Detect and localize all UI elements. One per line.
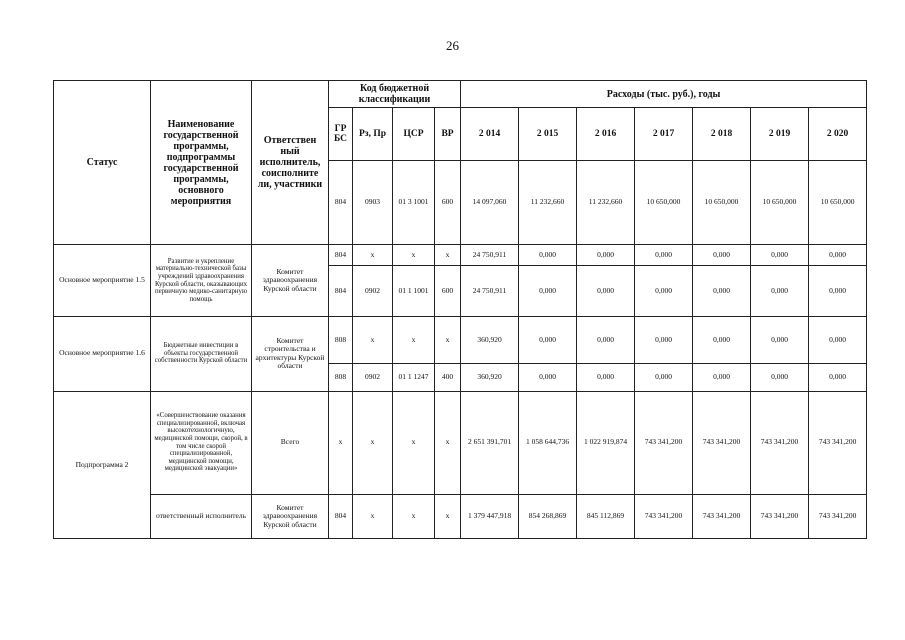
header-year-2018: 2 018 — [693, 108, 751, 161]
csr-cell: х — [393, 245, 435, 266]
rzpr-cell: 0902 — [353, 364, 393, 391]
value-cell: 0,000 — [693, 266, 751, 317]
value-cell: 0,000 — [751, 266, 809, 317]
vr-cell: х — [435, 316, 461, 363]
value-cell: 0,000 — [635, 266, 693, 317]
grbs-cell: 804 — [329, 266, 353, 317]
value-cell: 0,000 — [519, 316, 577, 363]
table-row — [54, 316, 867, 363]
value-cell: 10 650,000 — [809, 161, 867, 245]
vr-cell: 600 — [435, 161, 461, 245]
status-cell: Основное мероприятие 1.6 — [54, 316, 151, 391]
header-year-2014: 2 014 — [461, 108, 519, 161]
value-cell: 1 058 644,736 — [519, 391, 577, 494]
value-cell: 743 341,200 — [809, 391, 867, 494]
vr-cell: 400 — [435, 364, 461, 391]
header-grbs: ГР БС — [329, 108, 353, 161]
value-cell: 743 341,200 — [809, 494, 867, 538]
rzpr-cell: 0903 — [353, 161, 393, 245]
value-cell: 0,000 — [751, 245, 809, 266]
value-cell: 24 750,911 — [461, 266, 519, 317]
header-status: Статус — [54, 81, 151, 245]
csr-cell: 01 1 1001 — [393, 266, 435, 317]
grbs-cell: х — [329, 391, 353, 494]
vr-cell: х — [435, 245, 461, 266]
rzpr-cell: х — [353, 245, 393, 266]
value-cell: 0,000 — [577, 266, 635, 317]
value-cell: 360,920 — [461, 364, 519, 391]
value-cell: 360,920 — [461, 316, 519, 363]
value-cell: 0,000 — [577, 364, 635, 391]
header-year-2016: 2 016 — [577, 108, 635, 161]
grbs-cell: 804 — [329, 161, 353, 245]
value-cell: 743 341,200 — [751, 494, 809, 538]
header-rzpr: Рз, Пр — [353, 108, 393, 161]
grbs-cell: 808 — [329, 316, 353, 363]
header-responsible: Ответствен ный исполнитель, соисполните ли, участники — [252, 81, 329, 245]
rzpr-cell: х — [353, 494, 393, 538]
header-row-1 — [54, 81, 867, 108]
csr-cell: 01 3 1001 — [393, 161, 435, 245]
name-cell: ответственный исполнитель — [151, 494, 252, 538]
value-cell: 0,000 — [577, 245, 635, 266]
value-cell: 11 232,660 — [519, 161, 577, 245]
value-cell: 743 341,200 — [751, 391, 809, 494]
page-number: 26 — [446, 38, 459, 53]
table-row — [54, 245, 867, 266]
header-name: Наименование государственной программы, подпрограммы государственной программы, основного мероприятия — [151, 81, 252, 245]
grbs-cell: 808 — [329, 364, 353, 391]
csr-cell: 01 1 1247 — [393, 364, 435, 391]
header-year-2017: 2 017 — [635, 108, 693, 161]
value-cell: 2 651 391,701 — [461, 391, 519, 494]
value-cell: 24 750,911 — [461, 245, 519, 266]
value-cell: 0,000 — [693, 364, 751, 391]
value-cell: 0,000 — [519, 364, 577, 391]
vr-cell: 600 — [435, 266, 461, 317]
responsible-cell: Комитет здравоохранения Курской области — [252, 494, 329, 538]
header-year-2020: 2 020 — [809, 108, 867, 161]
value-cell: 0,000 — [693, 245, 751, 266]
responsible-cell: Всего — [252, 391, 329, 494]
header-year-2019: 2 019 — [751, 108, 809, 161]
value-cell: 10 650,000 — [635, 161, 693, 245]
csr-cell: х — [393, 494, 435, 538]
value-cell: 0,000 — [809, 245, 867, 266]
rzpr-cell: 0902 — [353, 266, 393, 317]
value-cell: 0,000 — [751, 316, 809, 363]
grbs-cell: 804 — [329, 494, 353, 538]
name-cell: Развитие и укрепление материально-технической базы учреждений здравоохранения Курской области, оказывающих первичную медико-санитарную помощь — [151, 245, 252, 317]
header-expenses: Расходы (тыс. руб.), годы — [461, 81, 867, 108]
value-cell: 0,000 — [751, 364, 809, 391]
value-cell: 0,000 — [519, 245, 577, 266]
csr-cell: х — [393, 316, 435, 363]
value-cell: 1 379 447,918 — [461, 494, 519, 538]
value-cell: 743 341,200 — [635, 494, 693, 538]
csr-cell: х — [393, 391, 435, 494]
value-cell: 0,000 — [577, 316, 635, 363]
header-csr: ЦСР — [393, 108, 435, 161]
responsible-cell: Комитет строительства и архитектуры Курской области — [252, 316, 329, 391]
value-cell: 11 232,660 — [577, 161, 635, 245]
header-vr: ВР — [435, 108, 461, 161]
value-cell: 0,000 — [635, 245, 693, 266]
value-cell: 1 022 919,874 — [577, 391, 635, 494]
value-cell: 0,000 — [635, 364, 693, 391]
status-cell: Основное мероприятие 1.5 — [54, 245, 151, 317]
value-cell: 845 112,869 — [577, 494, 635, 538]
responsible-cell: Комитет здравоохранения Курской области — [252, 245, 329, 317]
status-cell: Подпрограмма 2 — [54, 391, 151, 538]
value-cell: 10 650,000 — [693, 161, 751, 245]
table-row — [54, 391, 867, 494]
value-cell: 0,000 — [809, 364, 867, 391]
value-cell: 0,000 — [519, 266, 577, 317]
budget-table — [53, 80, 867, 539]
table-row — [54, 494, 867, 538]
value-cell: 0,000 — [809, 316, 867, 363]
grbs-cell: 804 — [329, 245, 353, 266]
value-cell: 0,000 — [635, 316, 693, 363]
vr-cell: х — [435, 391, 461, 494]
value-cell: 10 650,000 — [751, 161, 809, 245]
value-cell: 0,000 — [809, 266, 867, 317]
vr-cell: х — [435, 494, 461, 538]
name-cell: «Совершенствование оказания специализированной, включая высокотехнологичную, медицинской помощи, скорой, в том числе скорой специализированной, медицинской помощи, медицинской эвакуации» — [151, 391, 252, 494]
value-cell: 743 341,200 — [635, 391, 693, 494]
header-year-2015: 2 015 — [519, 108, 577, 161]
name-cell: Бюджетные инвестиции в объекты государственной собственности Курской области — [151, 316, 252, 391]
value-cell: 743 341,200 — [693, 391, 751, 494]
rzpr-cell: х — [353, 391, 393, 494]
value-cell: 14 097,060 — [461, 161, 519, 245]
value-cell: 0,000 — [693, 316, 751, 363]
rzpr-cell: х — [353, 316, 393, 363]
header-budget-code: Код бюджетной классификации — [329, 81, 461, 108]
value-cell: 854 268,869 — [519, 494, 577, 538]
value-cell: 743 341,200 — [693, 494, 751, 538]
